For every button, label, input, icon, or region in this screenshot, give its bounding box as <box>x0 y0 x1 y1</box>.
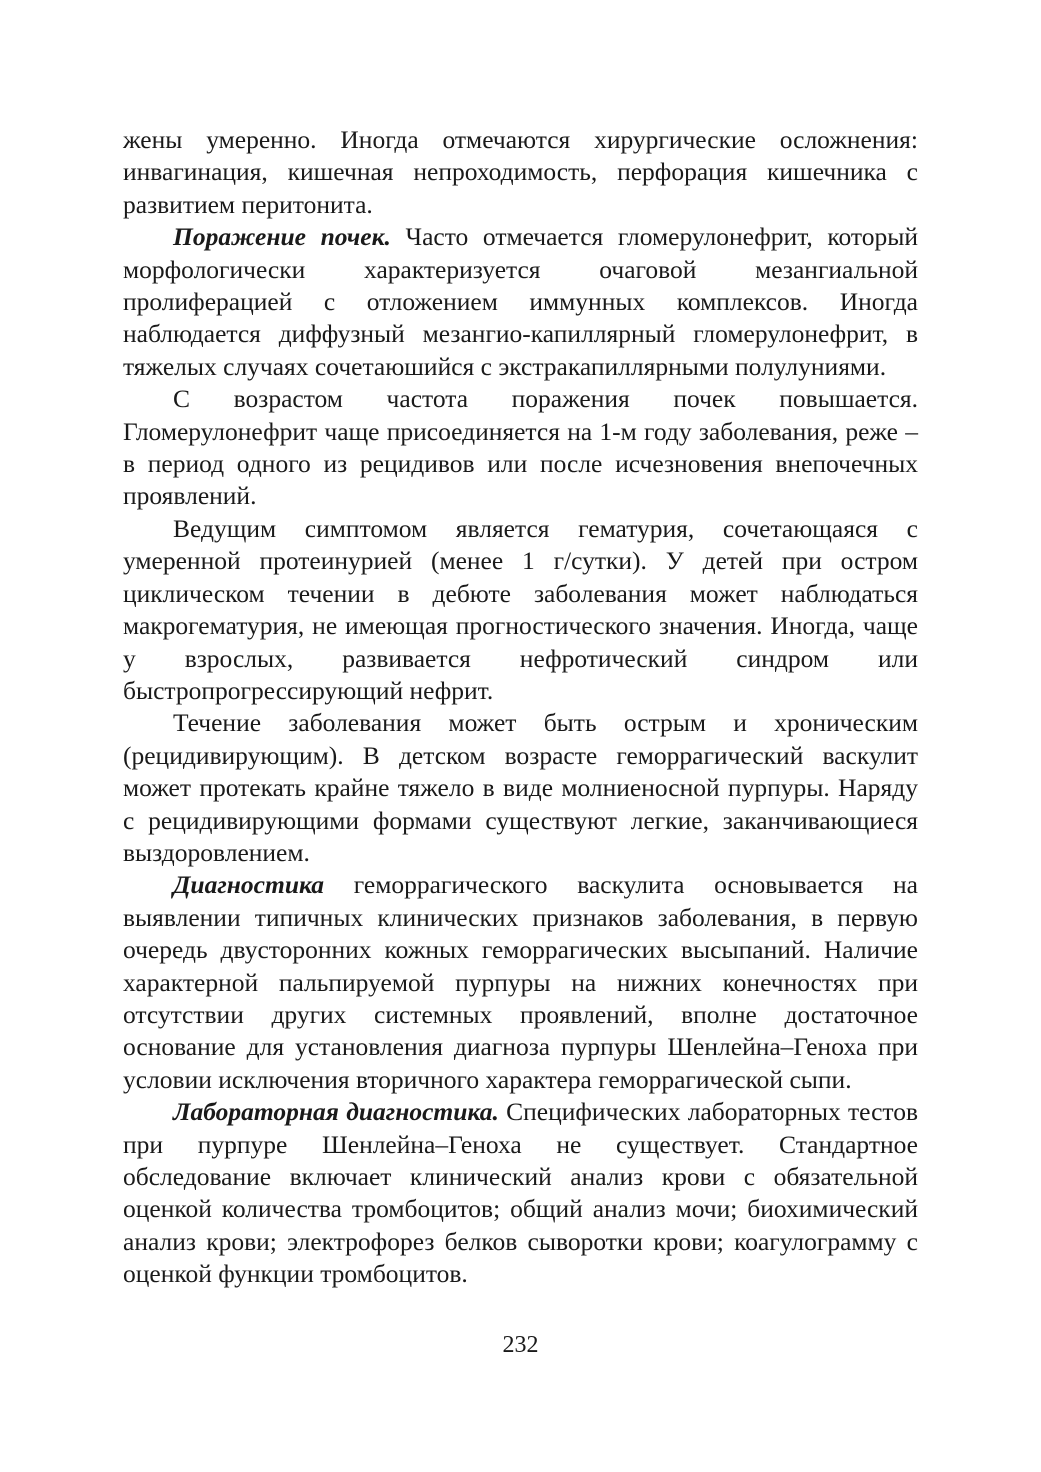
page-body <box>123 124 918 1291</box>
paragraph-diagnostics-text: геморрагического васкулита основывается на выявлении типичных клинических признаков заболевания, в первую очередь двусторонних кожных геморрагических высыпаний. Наличие характерной пальпируемой пурпуры на нижних конечностях при отсутствии других системных проявлений, вполне достаточное основание для установления диагноза пурпуры Шенлейна–Геноха при условии исключения вторичного характера геморрагической сыпи. <box>123 870 918 1094</box>
page-number: 232 <box>502 1332 539 1358</box>
paragraph-4 <box>123 513 918 707</box>
paragraph-lab-diagnostics-text: Специфических лабораторных тестов при пурпуре Шенлейна–Геноха не существует. Стандартное обследование включает клинический анализ крови с обязательной оценкой количества тромбоцитов; общий анализ мочи; биохимический анализ крови; электрофорез белков сыворотки крови; коагулограмму с оценкой функции тромбоцитов. <box>123 1097 919 1289</box>
paragraph-3-text: С возрастом частота поражения почек повышается. Гломерулонефрит чаще присоединяется на 1-м году заболевания, реже – в период одного из рецидивов или после исчезновения внепочечных проявлений. <box>123 384 918 511</box>
paragraph-kidney-damage-heading: Поражение почек. <box>173 222 391 252</box>
paragraph-kidney-damage <box>123 221 918 383</box>
paragraph-1 <box>123 124 918 221</box>
paragraph-diagnostics-heading: Диагностика <box>173 870 325 900</box>
paragraph-lab-diagnostics <box>123 1096 918 1290</box>
paragraph-5 <box>123 707 918 869</box>
paragraph-5-text: Течение заболевания может быть острым и хроническим (рецидивирующим). В детском возрасте геморрагический васкулит может протекать крайне тяжело в виде молниеносной пурпуры. Наряду с рецидивирующими формами существуют легкие, заканчивающиеся выздоровлением. <box>123 708 918 867</box>
paragraph-3 <box>123 383 918 513</box>
paragraph-kidney-damage-text: Часто отмечается гломерулонефрит, который морфологически характеризуется очаговой мезангиальной пролиферацией с отложением иммунных комплексов. Иногда наблюдается диффузный мезангио-капиллярный гломерулонефрит, в тяжелых случаях сочетаюшийся с экстракапиллярными полулуниями. <box>123 222 919 381</box>
paragraph-lab-diagnostics-heading: Лабораторная диагностика. <box>173 1097 499 1127</box>
paragraph-4-text: Ведущим симптомом является гематурия, сочетающаяся с умеренной протеинурией (менее 1 г/сутки). У детей при остром циклическом течении в дебюте заболевания может наблюдаться макрогематурия, не имеющая прогностического значения. Иногда, чаще у взрослых, развивается нефротический синдром или быстропрогрессирующий нефрит. <box>123 513 918 705</box>
paragraph-diagnostics <box>123 869 918 1096</box>
paragraph-1-text: жены умеренно. Иногда отмечаются хирургические осложнения: инвагинация, кишечная непроходимость, перфорация кишечника с развитием перитонита. <box>123 125 918 219</box>
